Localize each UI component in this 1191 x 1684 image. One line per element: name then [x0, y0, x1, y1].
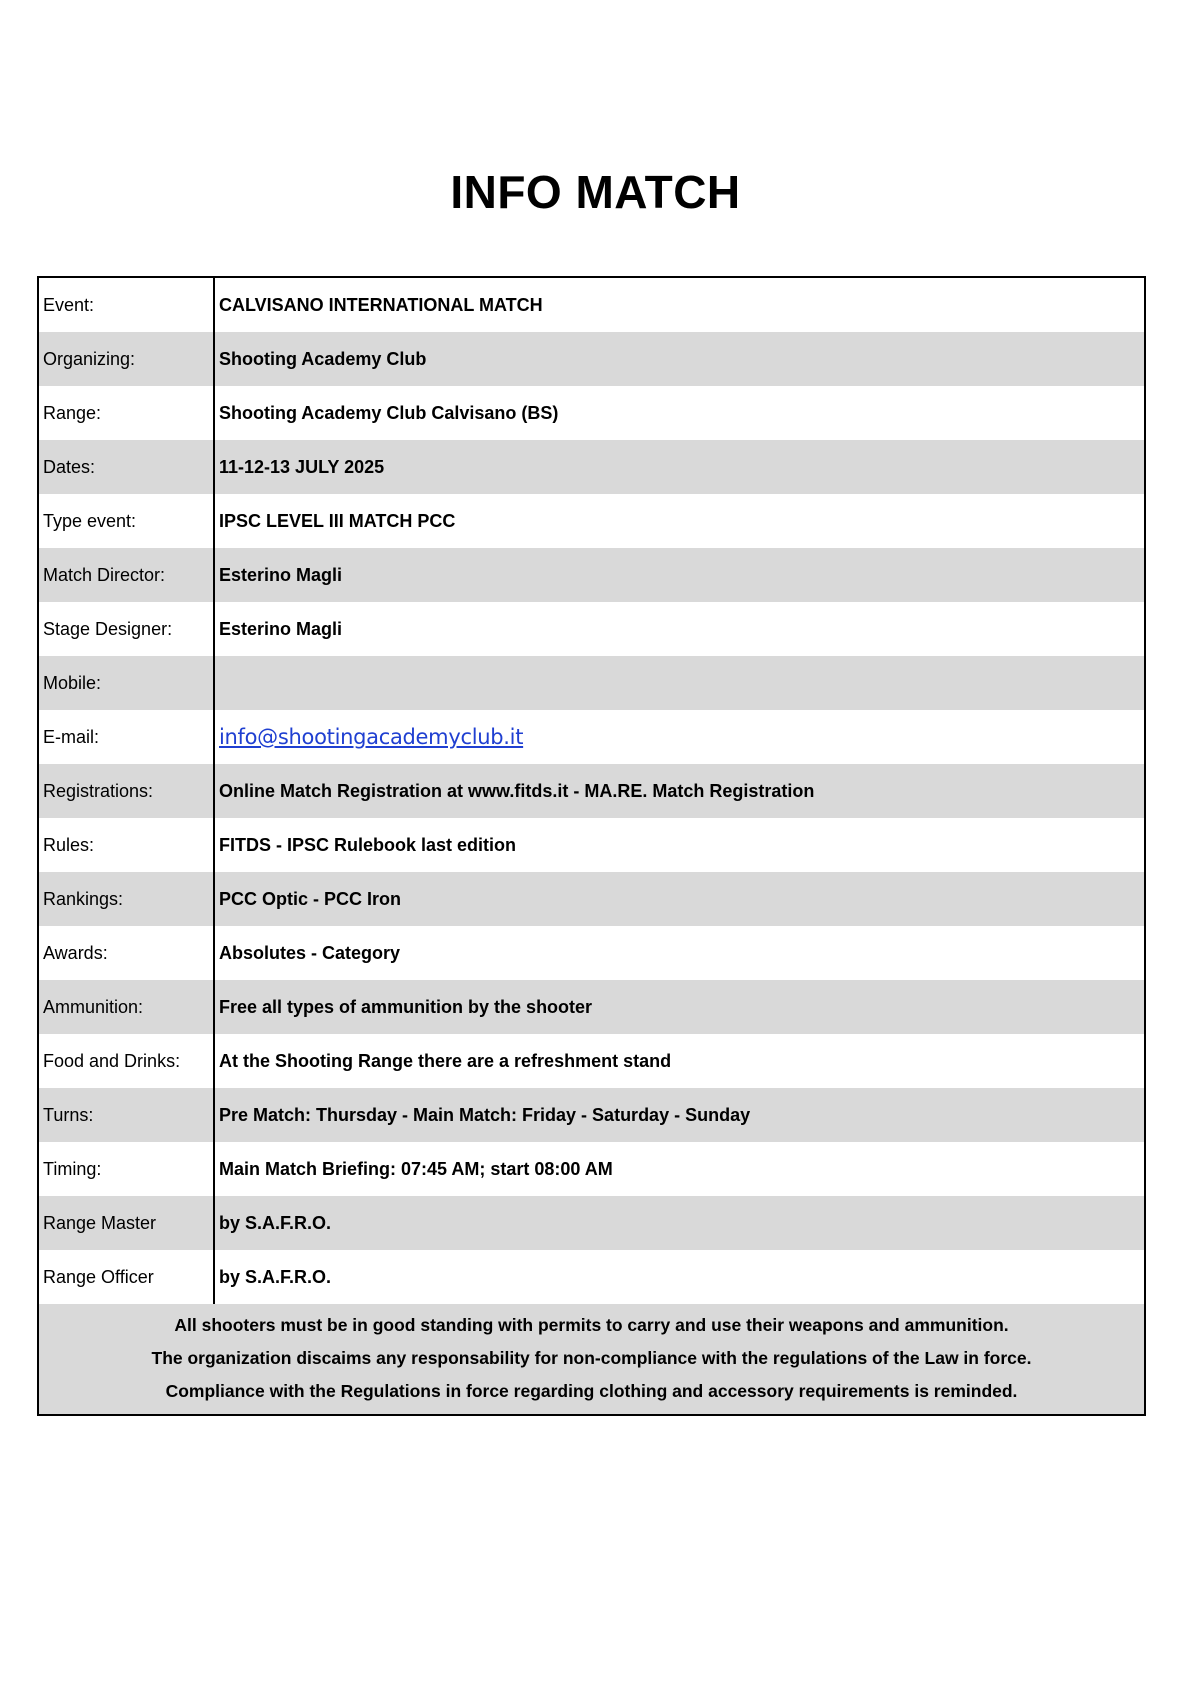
label-timing: Timing:	[39, 1142, 215, 1196]
note-line: Compliance with the Regulations in force regarding clothing and accessory requirements is reminded.	[165, 1381, 1018, 1401]
label-rules: Rules:	[39, 818, 215, 872]
value-registrations: Online Match Registration at www.fitds.it - MA.RE. Match Registration	[219, 780, 815, 801]
row-dates	[39, 440, 1144, 494]
row-type-event	[39, 494, 1144, 548]
label-turns: Turns:	[39, 1088, 215, 1142]
label-organizing: Organizing:	[39, 332, 215, 386]
value-range: Shooting Academy Club Calvisano (BS)	[219, 402, 559, 423]
info-table	[37, 276, 1146, 1416]
label-range-officer: Range Officer	[39, 1250, 215, 1304]
value-mobile	[215, 656, 1144, 710]
email-link[interactable]: info@shootingacademyclub.it	[219, 725, 524, 749]
value-range-officer: by S.A.F.R.O.	[219, 1266, 332, 1287]
label-food-and-drinks: Food and Drinks:	[39, 1034, 215, 1088]
value-email	[215, 710, 1144, 764]
label-event: Event:	[39, 278, 215, 332]
label-range-master: Range Master	[39, 1196, 215, 1250]
row-range-master	[39, 1196, 1144, 1250]
value-ammunition: Free all types of ammunition by the shooter	[219, 996, 593, 1017]
disclaimer-notes	[39, 1304, 1144, 1414]
row-ammunition	[39, 980, 1144, 1034]
row-stage-designer	[39, 602, 1144, 656]
row-range	[39, 386, 1144, 440]
label-stage-designer: Stage Designer:	[39, 602, 215, 656]
row-timing	[39, 1142, 1144, 1196]
label-type-event: Type event:	[39, 494, 215, 548]
row-rankings	[39, 872, 1144, 926]
label-registrations: Registrations:	[39, 764, 215, 818]
label-match-director: Match Director:	[39, 548, 215, 602]
row-mobile	[39, 656, 1144, 710]
label-range: Range:	[39, 386, 215, 440]
value-timing: Main Match Briefing: 07:45 AM; start 08:00 AM	[219, 1158, 613, 1179]
row-registrations	[39, 764, 1144, 818]
value-event: CALVISANO INTERNATIONAL MATCH	[219, 294, 543, 315]
value-turns: Pre Match: Thursday - Main Match: Friday - Saturday - Sunday	[219, 1104, 751, 1125]
page-title: INFO MATCH	[450, 166, 741, 218]
value-rankings: PCC Optic - PCC Iron	[219, 888, 402, 909]
row-turns	[39, 1088, 1144, 1142]
row-awards	[39, 926, 1144, 980]
row-rules	[39, 818, 1144, 872]
value-type-event: IPSC LEVEL III MATCH PCC	[219, 510, 456, 531]
label-ammunition: Ammunition:	[39, 980, 215, 1034]
value-awards: Absolutes - Category	[219, 942, 401, 963]
label-email: E-mail:	[39, 710, 215, 764]
value-stage-designer: Esterino Magli	[219, 618, 343, 639]
label-mobile: Mobile:	[39, 656, 215, 710]
row-range-officer	[39, 1250, 1144, 1304]
label-rankings: Rankings:	[39, 872, 215, 926]
note-line: All shooters must be in good standing with permits to carry and use their weapons and ammunition.	[174, 1315, 1009, 1335]
value-range-master: by S.A.F.R.O.	[219, 1212, 332, 1233]
value-organizing: Shooting Academy Club	[219, 348, 427, 369]
value-dates: 11-12-13 JULY 2025	[219, 456, 385, 477]
row-match-director	[39, 548, 1144, 602]
label-dates: Dates:	[39, 440, 215, 494]
note-line: The organization discaims any responsability for non-compliance with the regulations of the Law in force.	[151, 1348, 1032, 1368]
row-food-and-drinks	[39, 1034, 1144, 1088]
value-food-and-drinks: At the Shooting Range there are a refreshment stand	[219, 1050, 672, 1071]
label-awards: Awards:	[39, 926, 215, 980]
value-rules: FITDS - IPSC Rulebook last edition	[219, 834, 517, 855]
row-organizing	[39, 332, 1144, 386]
row-event	[39, 278, 1144, 332]
value-match-director: Esterino Magli	[219, 564, 343, 585]
row-email	[39, 710, 1144, 764]
